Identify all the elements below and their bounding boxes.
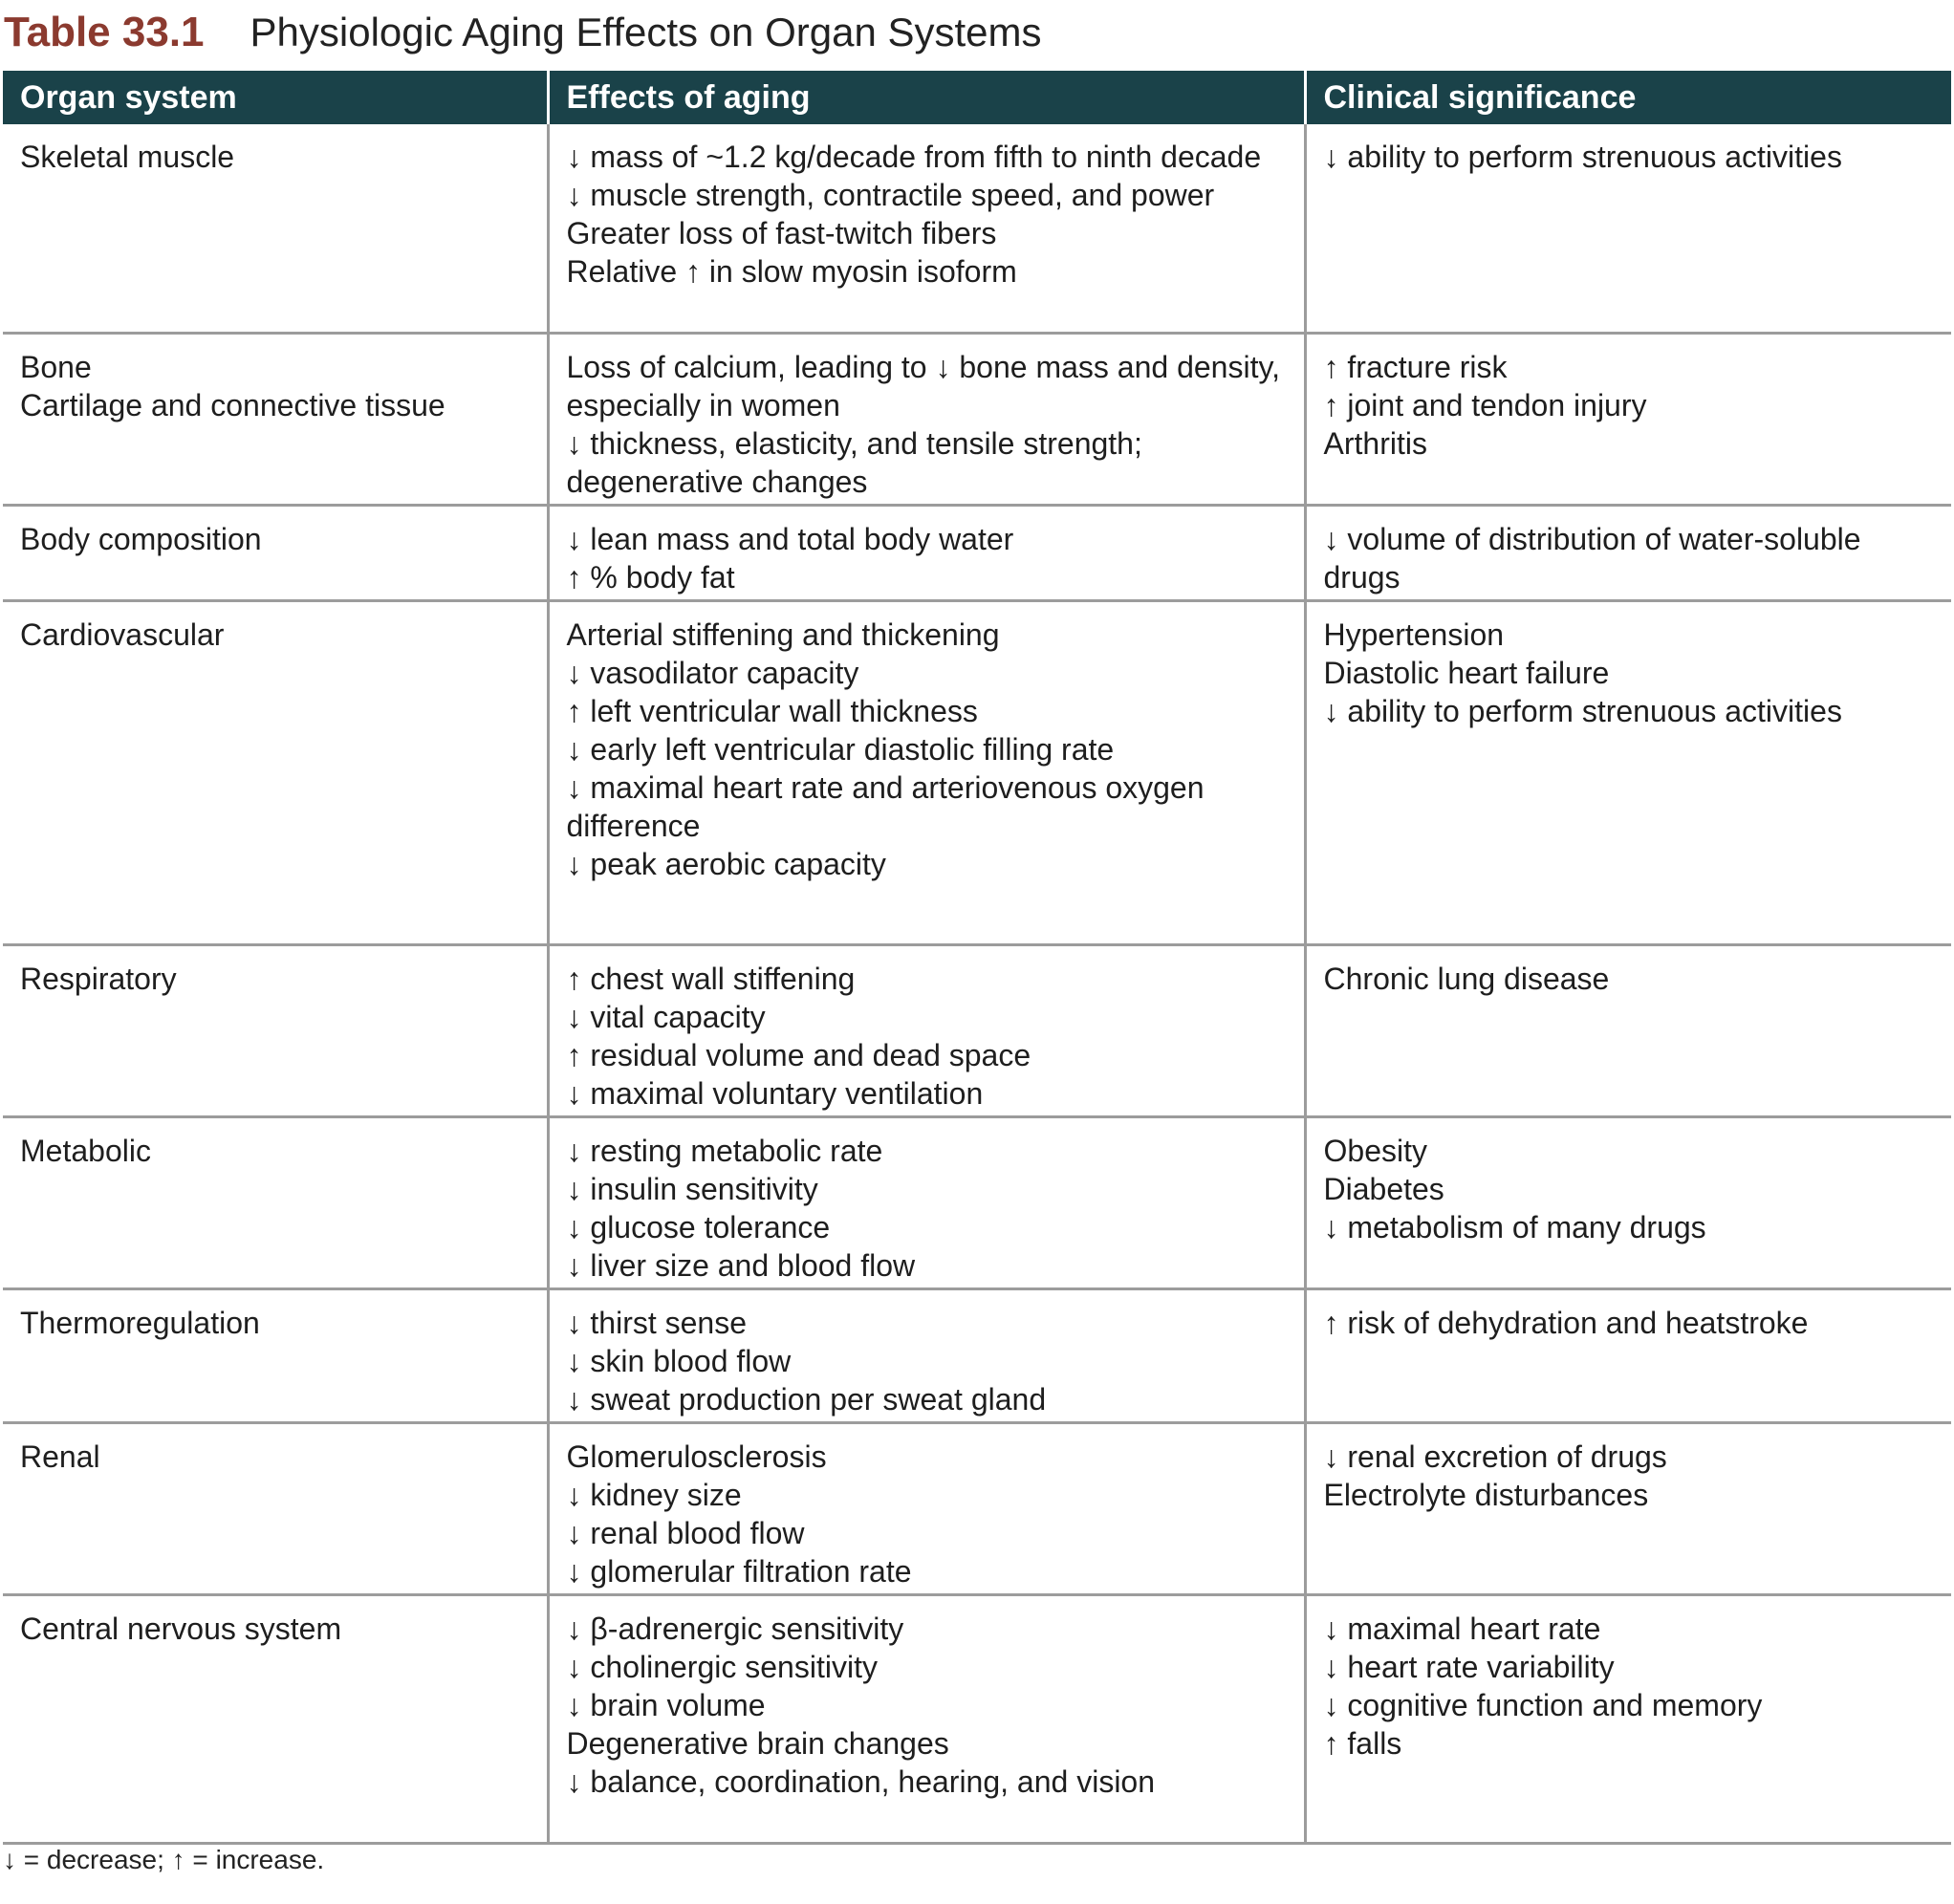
cell-line: ↓ cognitive function and memory: [1323, 1687, 1763, 1722]
organ-system-cell: [3, 333, 548, 505]
cell-line: ↓ glucose tolerance: [566, 1209, 831, 1244]
cell-line: ↓ maximal heart rate and arteriovenous oxygen difference: [566, 769, 1205, 843]
cell-line: ↓ kidney size: [566, 1477, 742, 1512]
organ-system-cell: [3, 944, 548, 1116]
cell-line: ↑ residual volume and dead space: [566, 1037, 1031, 1072]
cell-line: ↓ ability to perform strenuous activities: [1323, 140, 1842, 174]
cell-line: ↓ thickness, elasticity, and tensile strength; degenerative changes: [566, 425, 1142, 499]
cell-line: Diastolic heart failure: [1323, 655, 1610, 690]
organ-system-cell: [3, 1116, 548, 1288]
cell-line: Greater loss of fast-twitch fibers: [566, 216, 997, 250]
cell-line: Cartilage and connective tissue: [20, 387, 445, 422]
footnote: ↓ = decrease; ↑ = increase.: [3, 1845, 325, 1874]
cell-line: ↓ thirst sense: [566, 1305, 748, 1340]
cell-line: ↓ renal excretion of drugs: [1323, 1439, 1667, 1474]
cell-line: ↓ metabolism of many drugs: [1323, 1209, 1706, 1244]
table-row: [3, 505, 1951, 600]
significance-cell: [1305, 505, 1951, 600]
cell-line: ↓ skin blood flow: [566, 1343, 792, 1378]
cell-line: ↓ liver size and blood flow: [566, 1247, 916, 1283]
cell-line: ↓ heart rate variability: [1323, 1649, 1615, 1684]
cell-line: ↓ renal blood flow: [566, 1515, 805, 1550]
header-effects-of-aging: Effects of aging: [548, 71, 1305, 124]
effects-cell: [548, 333, 1305, 505]
cell-line: ↓ volume of distribution of water-soluble drugs: [1323, 521, 1861, 595]
cell-line: Renal: [20, 1439, 100, 1474]
cell-line: ↓ mass of ~1.2 kg/decade from fifth to ninth decade: [566, 140, 1262, 174]
cell-line: ↓ maximal voluntary ventilation: [566, 1075, 984, 1111]
cell-line: Glomerulosclerosis: [566, 1439, 827, 1474]
table-row: [3, 333, 1951, 505]
significance-cell: [1305, 1594, 1951, 1843]
table-header: [3, 71, 1951, 124]
table-title: Physiologic Aging Effects on Organ Systems: [250, 10, 1042, 54]
cell-line: ↑ left ventricular wall thickness: [566, 693, 978, 728]
cell-line: ↑ falls: [1323, 1725, 1402, 1761]
cell-line: ↓ ability to perform strenuous activities: [1323, 693, 1842, 728]
organ-system-cell: [3, 1288, 548, 1422]
cell-line: Obesity: [1323, 1133, 1427, 1168]
table-body: [3, 124, 1951, 1843]
significance-cell: [1305, 944, 1951, 1116]
significance-cell: [1305, 1288, 1951, 1422]
cell-line: ↑ risk of dehydration and heatstroke: [1323, 1305, 1809, 1340]
cell-line: Degenerative brain changes: [566, 1725, 949, 1761]
aging-effects-table: [3, 71, 1951, 1845]
table-row: [3, 600, 1951, 944]
cell-line: ↓ resting metabolic rate: [566, 1133, 883, 1168]
cell-line: Arterial stiffening and thickening: [566, 617, 1000, 652]
table-row: [3, 1594, 1951, 1843]
cell-line: ↓ vital capacity: [566, 999, 766, 1034]
header-clinical-significance: Clinical significance: [1305, 71, 1951, 124]
table-row: [3, 944, 1951, 1116]
cell-line: ↓ vasodilator capacity: [566, 655, 859, 690]
cell-line: Diabetes: [1323, 1171, 1444, 1206]
organ-system-cell: [3, 505, 548, 600]
effects-cell: [548, 1594, 1305, 1843]
effects-cell: [548, 600, 1305, 944]
cell-line: ↓ β-adrenergic sensitivity: [566, 1611, 904, 1646]
significance-cell: [1305, 1116, 1951, 1288]
cell-line: ↑ joint and tendon injury: [1323, 387, 1647, 422]
cell-line: ↓ brain volume: [566, 1687, 766, 1722]
effects-cell: [548, 944, 1305, 1116]
cell-line: ↓ insulin sensitivity: [566, 1171, 818, 1206]
cell-line: ↓ peak aerobic capacity: [566, 846, 886, 881]
cell-line: ↓ early left ventricular diastolic filling rate: [566, 731, 1115, 767]
cell-line: ↓ glomerular filtration rate: [566, 1553, 912, 1589]
organ-system-cell: [3, 1594, 548, 1843]
cell-line: Body composition: [20, 521, 262, 556]
table-row: [3, 1422, 1951, 1594]
cell-line: Electrolyte disturbances: [1323, 1477, 1649, 1512]
significance-cell: [1305, 600, 1951, 944]
table-row: [3, 1288, 1951, 1422]
cell-line: Hypertension: [1323, 617, 1505, 652]
cell-line: Central nervous system: [20, 1611, 342, 1646]
cell-line: Arthritis: [1323, 425, 1427, 461]
table-row: [3, 1116, 1951, 1288]
cell-line: ↑ chest wall stiffening: [566, 961, 856, 996]
significance-cell: [1305, 124, 1951, 333]
cell-line: ↓ sweat production per sweat gland: [566, 1381, 1047, 1417]
cell-line: Relative ↑ in slow myosin isoform: [566, 254, 1017, 289]
cell-line: Respiratory: [20, 961, 177, 996]
cell-line: ↓ lean mass and total body water: [566, 521, 1014, 556]
organ-system-cell: [3, 1422, 548, 1594]
organ-system-cell: [3, 124, 548, 333]
header-organ-system: Organ system: [3, 71, 548, 124]
cell-line: ↓ cholinergic sensitivity: [566, 1649, 878, 1684]
effects-cell: [548, 1116, 1305, 1288]
cell-line: Metabolic: [20, 1133, 151, 1168]
cell-line: ↑ % body fat: [566, 559, 735, 595]
cell-line: Chronic lung disease: [1323, 961, 1610, 996]
significance-cell: [1305, 1422, 1951, 1594]
cell-line: Loss of calcium, leading to ↓ bone mass and density, especially in women: [566, 349, 1280, 422]
effects-cell: [548, 505, 1305, 600]
cell-line: ↑ fracture risk: [1323, 349, 1508, 384]
table-row: [3, 124, 1951, 333]
effects-cell: [548, 124, 1305, 333]
table-number: Table 33.1: [4, 9, 205, 55]
cell-line: Cardiovascular: [20, 617, 225, 652]
cell-line: Skeletal muscle: [20, 140, 235, 174]
effects-cell: [548, 1288, 1305, 1422]
cell-line: Bone: [20, 349, 92, 384]
header-row: [3, 71, 1951, 124]
organ-system-cell: [3, 600, 548, 944]
cell-line: ↓ balance, coordination, hearing, and vision: [566, 1763, 1156, 1799]
significance-cell: [1305, 333, 1951, 505]
table-caption: [4, 4, 1042, 61]
cell-line: ↓ maximal heart rate: [1323, 1611, 1601, 1646]
effects-cell: [548, 1422, 1305, 1594]
cell-line: ↓ muscle strength, contractile speed, and power: [566, 178, 1215, 212]
cell-line: Thermoregulation: [20, 1305, 260, 1340]
